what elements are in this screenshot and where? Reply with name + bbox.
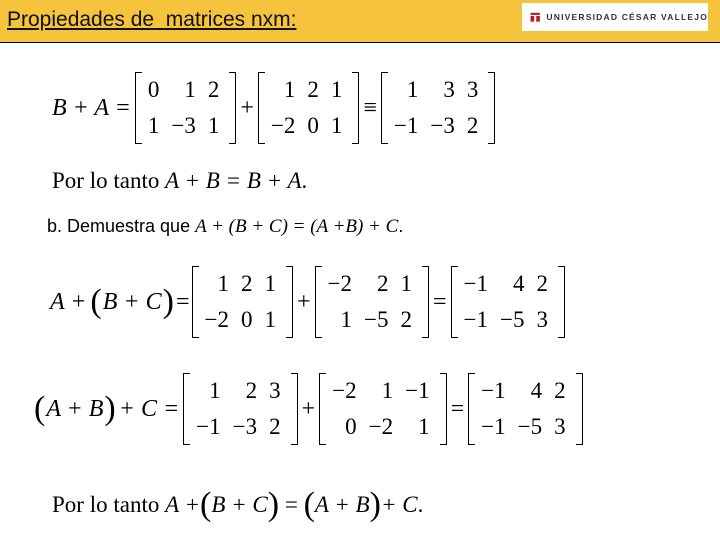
matrix	[381, 72, 495, 144]
header-bar	[0, 0, 720, 43]
matrix-cell: 1	[381, 378, 394, 403]
equals-operator: =	[433, 288, 447, 315]
matrix-cell: 1	[418, 414, 430, 439]
matrix-cell: −1	[481, 414, 506, 439]
right-paren: )	[369, 486, 381, 523]
matrix-cell: −3	[171, 113, 196, 138]
matrix-cell: 0	[240, 307, 253, 332]
matrix-cell: 2	[269, 414, 281, 439]
conclusion-expression: A + B = B + A	[165, 168, 302, 193]
matrix-cell: −2	[332, 378, 357, 403]
matrix-cell: −5	[500, 307, 525, 332]
matrix-cell: −3	[430, 113, 455, 138]
matrix-cell: −2	[368, 414, 394, 439]
equation-commutative	[52, 72, 495, 144]
matrix-cell: 1	[330, 113, 343, 138]
matrix-cell: −2	[270, 113, 296, 138]
matrix-cell: −3	[232, 414, 258, 439]
matrix-cell: −1	[463, 271, 489, 296]
matrix-cell: 2	[536, 271, 549, 296]
matrix-cell: 3	[443, 77, 455, 102]
matrix-cell: 3	[536, 307, 549, 332]
matrix-cell: 0	[307, 113, 319, 138]
matrix-cell: 0	[147, 77, 160, 102]
matrix-cell: 0	[345, 414, 357, 439]
matrix-cell: 1	[184, 77, 196, 102]
matrix-cell: −1	[393, 113, 419, 138]
matrix-cell: 1	[283, 77, 296, 102]
equation-lhs-c: + C =	[118, 395, 180, 422]
matrix-cell: −1	[405, 378, 430, 403]
matrix	[258, 72, 359, 144]
matrix-cell: −5	[364, 307, 389, 332]
left-paren: (	[303, 486, 315, 523]
university-logo	[522, 3, 708, 31]
matrix	[183, 373, 297, 445]
matrix-cell: 2	[400, 307, 412, 332]
equals-operator: =	[450, 395, 465, 422]
matrix-cell: 1	[207, 113, 220, 138]
right-paren: )	[267, 486, 280, 523]
matrix-cell: 1	[264, 271, 276, 296]
matrix-cell: −2	[204, 307, 229, 332]
matrix-cell: −1	[481, 378, 506, 403]
matrix-cell: 1	[209, 378, 221, 403]
matrix-cell: 1	[330, 77, 343, 102]
logo-emblem-icon	[530, 7, 540, 27]
matrix-cell: 3	[466, 77, 479, 102]
logo-text: UNIVERSIDAD CÉSAR VALLEJO	[546, 12, 708, 22]
equals-operator: =	[175, 288, 190, 315]
matrix-cell: 2	[245, 378, 258, 403]
matrix-cell: 1	[340, 307, 353, 332]
matrix-cell: 3	[554, 414, 566, 439]
matrix-cell: −2	[327, 271, 353, 296]
matrix	[315, 266, 429, 338]
matrix-cell: −5	[517, 414, 543, 439]
conclusion-a: A +	[165, 492, 200, 517]
matrix-cell: 4	[530, 378, 543, 403]
matrix	[319, 373, 446, 445]
matrix-cell: 2	[307, 77, 319, 102]
part-b-statement	[47, 216, 403, 238]
conclusion-suffix: .	[417, 492, 424, 517]
equation-associative-right	[34, 373, 583, 445]
equation-lhs: B + A =	[52, 94, 131, 121]
right-paren: )	[162, 283, 174, 320]
matrix-cell: 1	[264, 307, 276, 332]
part-b-suffix: .	[398, 216, 404, 236]
equation-lhs-ab: A + B	[46, 395, 104, 422]
conclusion-equals: =	[279, 492, 304, 517]
equivalence-operator: ≡	[363, 94, 377, 121]
conclusion-associative	[52, 488, 423, 522]
plus-operator: +	[296, 288, 311, 315]
matrix	[451, 266, 565, 338]
left-paren: (	[90, 283, 102, 320]
conclusion-bc: B + C	[211, 492, 268, 517]
matrix-cell: 1	[147, 113, 160, 138]
matrix-cell: 2	[554, 378, 566, 403]
right-paren: )	[104, 390, 116, 427]
conclusion-ab: A + B	[314, 492, 370, 517]
matrix-cell: 2	[466, 113, 479, 138]
part-b-expression: A + (B + C) = (A +B) + C	[195, 216, 399, 237]
conclusion-commutative	[52, 168, 307, 194]
matrix	[468, 373, 582, 445]
conclusion-suffix: .	[301, 168, 308, 193]
matrix	[135, 72, 236, 144]
matrix-cell: 2	[240, 271, 253, 296]
matrix-cell: −1	[463, 307, 489, 332]
matrix-cell: 1	[400, 271, 412, 296]
matrix-cell: 2	[377, 271, 389, 296]
matrix-cell: −1	[196, 414, 221, 439]
part-b-label: b. Demuestra que	[47, 216, 196, 236]
equation-lhs-a: A +	[50, 288, 87, 315]
matrix-cell: 3	[269, 378, 281, 403]
matrix-cell: 2	[207, 77, 220, 102]
left-paren: (	[34, 390, 46, 427]
plus-operator: +	[240, 94, 254, 121]
equation-lhs-bc: B + C	[102, 288, 162, 315]
page-title: Propiedades de matrices nxm:	[7, 8, 297, 31]
matrix	[192, 266, 293, 338]
plus-operator: +	[301, 395, 316, 422]
matrix-cell: 1	[217, 271, 229, 296]
left-paren: (	[200, 486, 212, 523]
conclusion-c: + C	[380, 492, 418, 517]
equation-associative-left	[50, 266, 565, 338]
matrix-cell: 1	[406, 77, 419, 102]
conclusion-prefix: Por lo tanto	[52, 492, 166, 517]
conclusion-prefix: Por lo tanto	[52, 168, 166, 193]
matrix-cell: 4	[513, 271, 525, 296]
